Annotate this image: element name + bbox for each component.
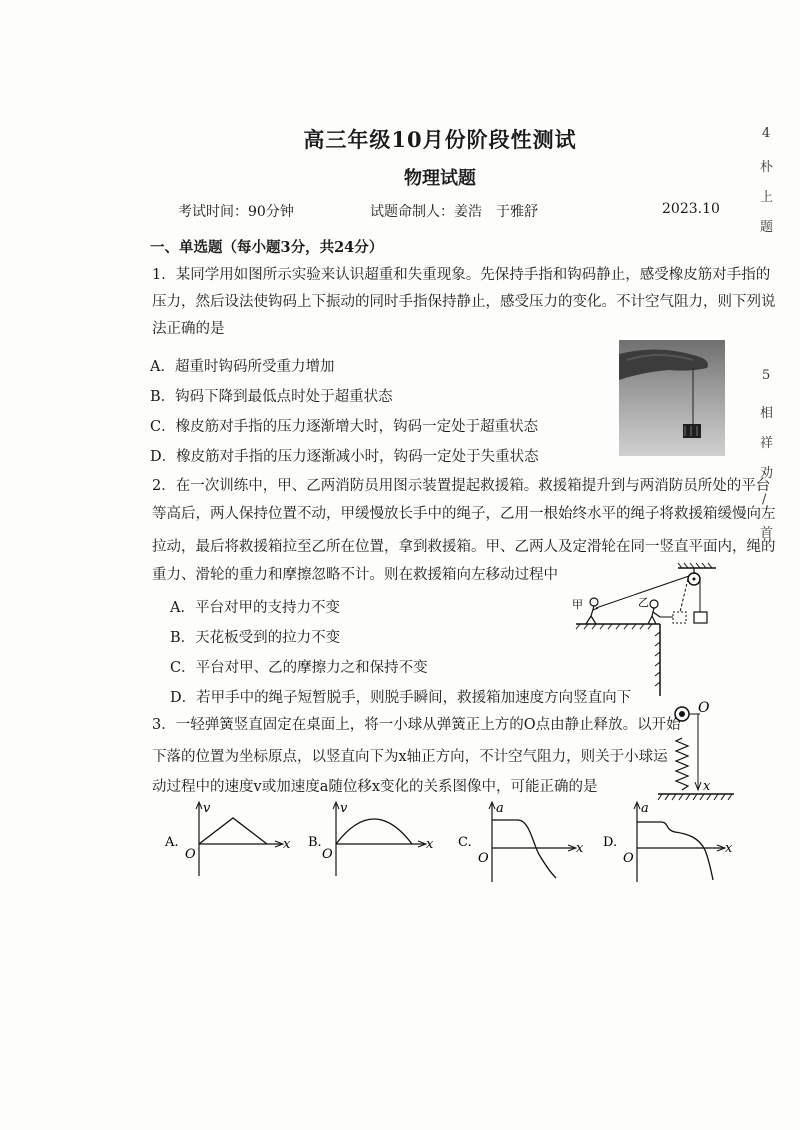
q3-line3: 动过程中的速度v或加速度a随位移x变化的关系图像中，可能正确的是 [152, 779, 598, 795]
q3-spring-diagram [638, 696, 738, 802]
exam-date: 2023.10 [662, 201, 720, 217]
exam-time: 考试时间：90分钟 [178, 204, 294, 220]
graph-c-xaxis: x [576, 841, 584, 856]
label-yi: 乙 [638, 596, 649, 609]
page-subtitle: 物理试题 [404, 168, 476, 189]
graph-b-label: B. [308, 835, 322, 850]
q3-line1: 3．一轻弹簧竖直固定在桌面上，将一小球从弹簧正上方的O点由静止释放。以开始 [152, 717, 681, 733]
rescue-box [694, 612, 707, 623]
margin-mark: 上 [760, 190, 774, 205]
margin-mark: 祥 [760, 436, 774, 451]
q3-graph-b [308, 800, 442, 884]
q1-option-b: B．钩码下降到最低点时处于超重状态 [150, 389, 393, 405]
margin-mark: 相 [760, 406, 774, 421]
q2-option-a: A．平台对甲的支持力不变 [170, 600, 340, 616]
margin-mark: 题 [760, 220, 774, 235]
graph-d-label: D. [603, 835, 618, 850]
q2-line1: 2．在一次训练中，甲、乙两消防员用图示装置提起救援箱。救援箱提升到与两消防员所处的平台 [152, 478, 771, 494]
q1-option-a: A．超重时钩码所受重力增加 [150, 359, 335, 375]
graph-b-yaxis: v [340, 801, 348, 816]
graph-c-curve [492, 820, 556, 878]
q1-option-c: C．橡皮筋对手指的压力逐渐增大时，钩码一定处于超重状态 [150, 419, 539, 435]
q1-option-d: D．橡皮筋对手指的压力逐渐减小时，钩码一定处于失重状态 [150, 449, 539, 465]
q2-option-b: B．天花板受到的拉力不变 [170, 630, 341, 646]
q3-graph-a [165, 800, 295, 884]
label-x: x [703, 779, 711, 794]
graph-a-yaxis: v [203, 801, 211, 816]
margin-mark: 首 [760, 526, 774, 541]
graph-b-curve [336, 819, 412, 844]
section-title: 一、单选题（每小题3分，共24分） [150, 239, 384, 256]
graph-d-xaxis: x [725, 841, 733, 856]
firefighter-yi-icon [648, 600, 660, 624]
graph-a-curve [199, 818, 267, 844]
q2-diagram [568, 562, 718, 698]
graph-a-xaxis: x [283, 837, 291, 852]
graph-c-origin: O [478, 851, 489, 866]
q2-line2: 等高后，两人保持位置不动，甲缓慢放长手中的绳子，乙用一根始终水平的绳子将救援箱缓慢向左 [152, 506, 776, 522]
margin-mark: 朴 [760, 160, 774, 175]
label-O: O [698, 700, 710, 716]
q1-line1: 1．某同学用如图所示实验来认识超重和失重现象。先保持手指和钩码静止，感受橡皮筋对手指的 [152, 267, 771, 283]
graph-d-curve [637, 822, 713, 880]
q3-graph-d [603, 800, 737, 888]
graph-b-xaxis: x [426, 837, 434, 852]
hook-weight [683, 424, 701, 438]
q1-line3: 法正确的是 [152, 321, 225, 337]
graph-d-origin: O [623, 851, 634, 866]
q1-photo-hand-weight [619, 340, 725, 456]
firefighter-jia-icon [586, 598, 598, 624]
margin-mark: 4 [762, 126, 771, 141]
spring-icon [676, 738, 688, 790]
graph-a-label: A. [165, 835, 179, 850]
margin-mark: / [762, 492, 767, 507]
q3-line2: 下落的位置为坐标原点，以竖直向下为x轴正方向，不计空气阻力，则关于小球运 [152, 749, 668, 765]
q3-graph-c [458, 800, 588, 888]
graph-a-origin: O [185, 847, 196, 862]
graph-b-origin: O [322, 847, 333, 862]
graph-d-yaxis: a [641, 801, 649, 816]
q2-line3: 拉动，最后将救援箱拉至乙所在位置，拿到救援箱。甲、乙两人及定滑轮在同一竖直平面内，绳的 [152, 539, 776, 555]
exam-authors: 试题命制人：姜浩 于雅舒 [370, 204, 538, 220]
q2-option-d: D．若甲手中的绳子短暂脱手，则脱手瞬间，救援箱加速度方向竖直向下 [170, 690, 632, 706]
margin-mark: 劝 [760, 466, 774, 481]
page-title: 高三年级10月份阶段性测试 [303, 127, 577, 152]
graph-c-yaxis: a [496, 801, 504, 816]
margin-mark: 5 [762, 368, 771, 383]
q2-line4: 重力、滑轮的重力和摩擦忽略不计。则在救援箱向左移动过程中 [152, 567, 558, 583]
q2-option-c: C．平台对甲、乙的摩擦力之和保持不变 [170, 660, 428, 676]
graph-c-label: C. [458, 835, 472, 850]
label-jia: 甲 [572, 598, 583, 611]
q1-line2: 压力，然后设法使钩码上下振动的同时手指保持静止，感受压力的变化。不计空气阻力，则下列说 [152, 294, 776, 310]
